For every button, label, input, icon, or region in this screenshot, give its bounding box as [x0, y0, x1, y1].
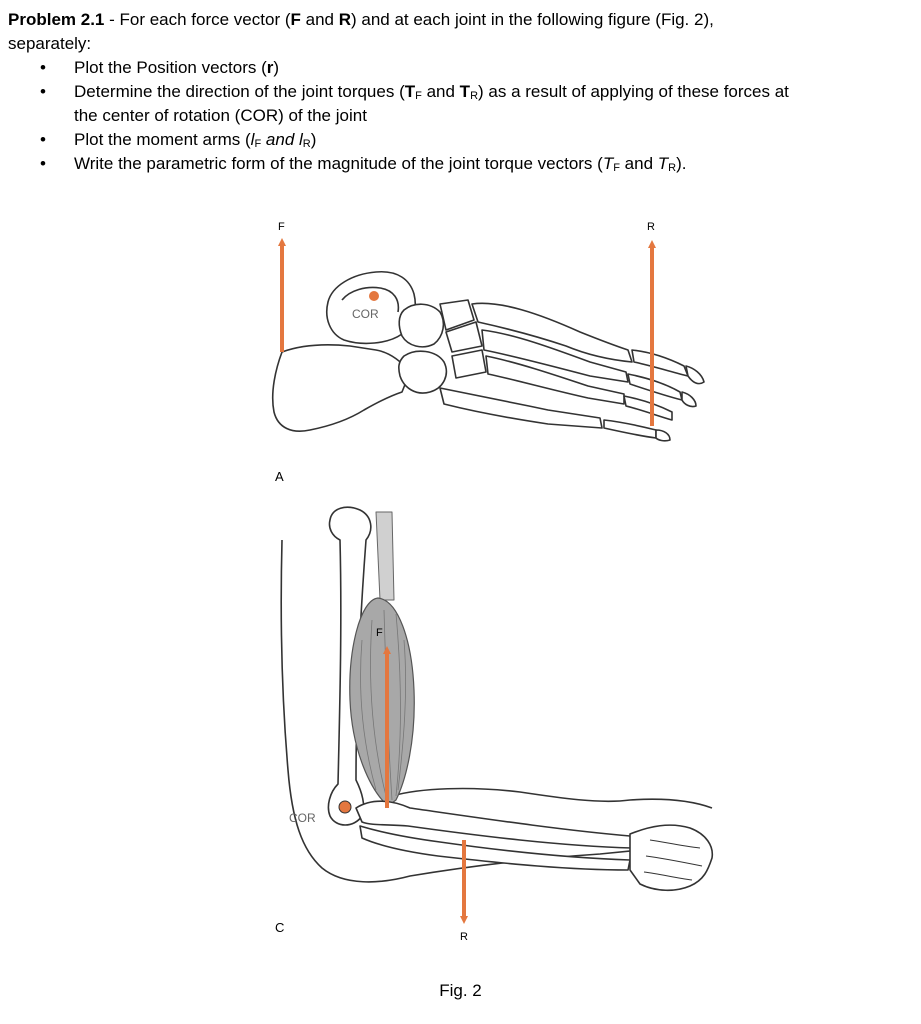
torque-subscript: F — [613, 162, 620, 174]
and-text: and — [619, 154, 658, 173]
and-text: and — [261, 130, 299, 149]
panel-c-label: C — [275, 920, 285, 935]
biceps-tendon-proximal — [376, 512, 394, 600]
figure-caption: Fig. 2 — [439, 981, 482, 1000]
arm-cor-marker — [339, 801, 351, 813]
intro-text: - For each force vector ( — [104, 10, 291, 29]
task-text: ) — [273, 58, 280, 77]
task-text: Plot the moment arms ( — [74, 130, 251, 149]
reaction-symbol: R — [338, 10, 351, 29]
cuboid-bone — [399, 351, 447, 393]
position-symbol: r — [266, 58, 274, 77]
moment-arm-subscript: R — [302, 138, 311, 150]
torque-symbol: T — [657, 154, 669, 173]
arm-reaction-label: R — [460, 931, 468, 943]
torque-symbol: T — [602, 154, 614, 173]
moment-arm-symbol: l — [299, 130, 303, 149]
intro-text-2: ) and at each joint in the following figure (Fig. 2), — [350, 10, 714, 29]
torque-symbol: T — [459, 82, 471, 101]
task-text: Plot the Position vectors ( — [74, 58, 267, 77]
navicular-bone — [399, 304, 443, 347]
arm-illustration — [281, 507, 712, 890]
forearm-top-outline — [392, 789, 712, 808]
panel-a-label: A — [275, 469, 284, 484]
foot-cor-marker — [369, 291, 379, 301]
task-text: Determine the direction of the joint torques ( — [74, 82, 405, 101]
torque-subscript: R — [668, 162, 677, 174]
moment-arm-subscript: F — [254, 138, 262, 150]
foot-force-label: F — [278, 221, 285, 233]
intro-text-3: separately: — [8, 34, 92, 53]
hand-outline — [630, 825, 712, 890]
problem-number: Problem 2.1 — [8, 10, 105, 29]
moment-arm-symbol: l — [250, 130, 255, 149]
torque-symbol: T — [404, 82, 416, 101]
arm-force-label: F — [376, 627, 383, 639]
foot-cor-label: COR — [352, 307, 379, 321]
task-text: ) as a result of applying of these forces at — [478, 82, 789, 101]
task-text: Write the parametric form of the magnitude of the joint torque vectors ( — [74, 154, 603, 173]
task-text: ). — [676, 154, 687, 173]
calcaneus-bone — [273, 345, 410, 431]
foot-reaction-label: R — [647, 221, 655, 233]
and-text: and — [300, 10, 339, 29]
and-text: and — [421, 82, 460, 101]
arm-cor-label: COR — [289, 811, 316, 825]
force-symbol: F — [290, 10, 301, 29]
torque-subscript: R — [470, 90, 479, 102]
task-text: ) — [310, 130, 317, 149]
foot-illustration — [273, 272, 704, 441]
torque-subscript: F — [415, 90, 422, 102]
task-text: the center of rotation (COR) of the joint — [74, 106, 367, 125]
